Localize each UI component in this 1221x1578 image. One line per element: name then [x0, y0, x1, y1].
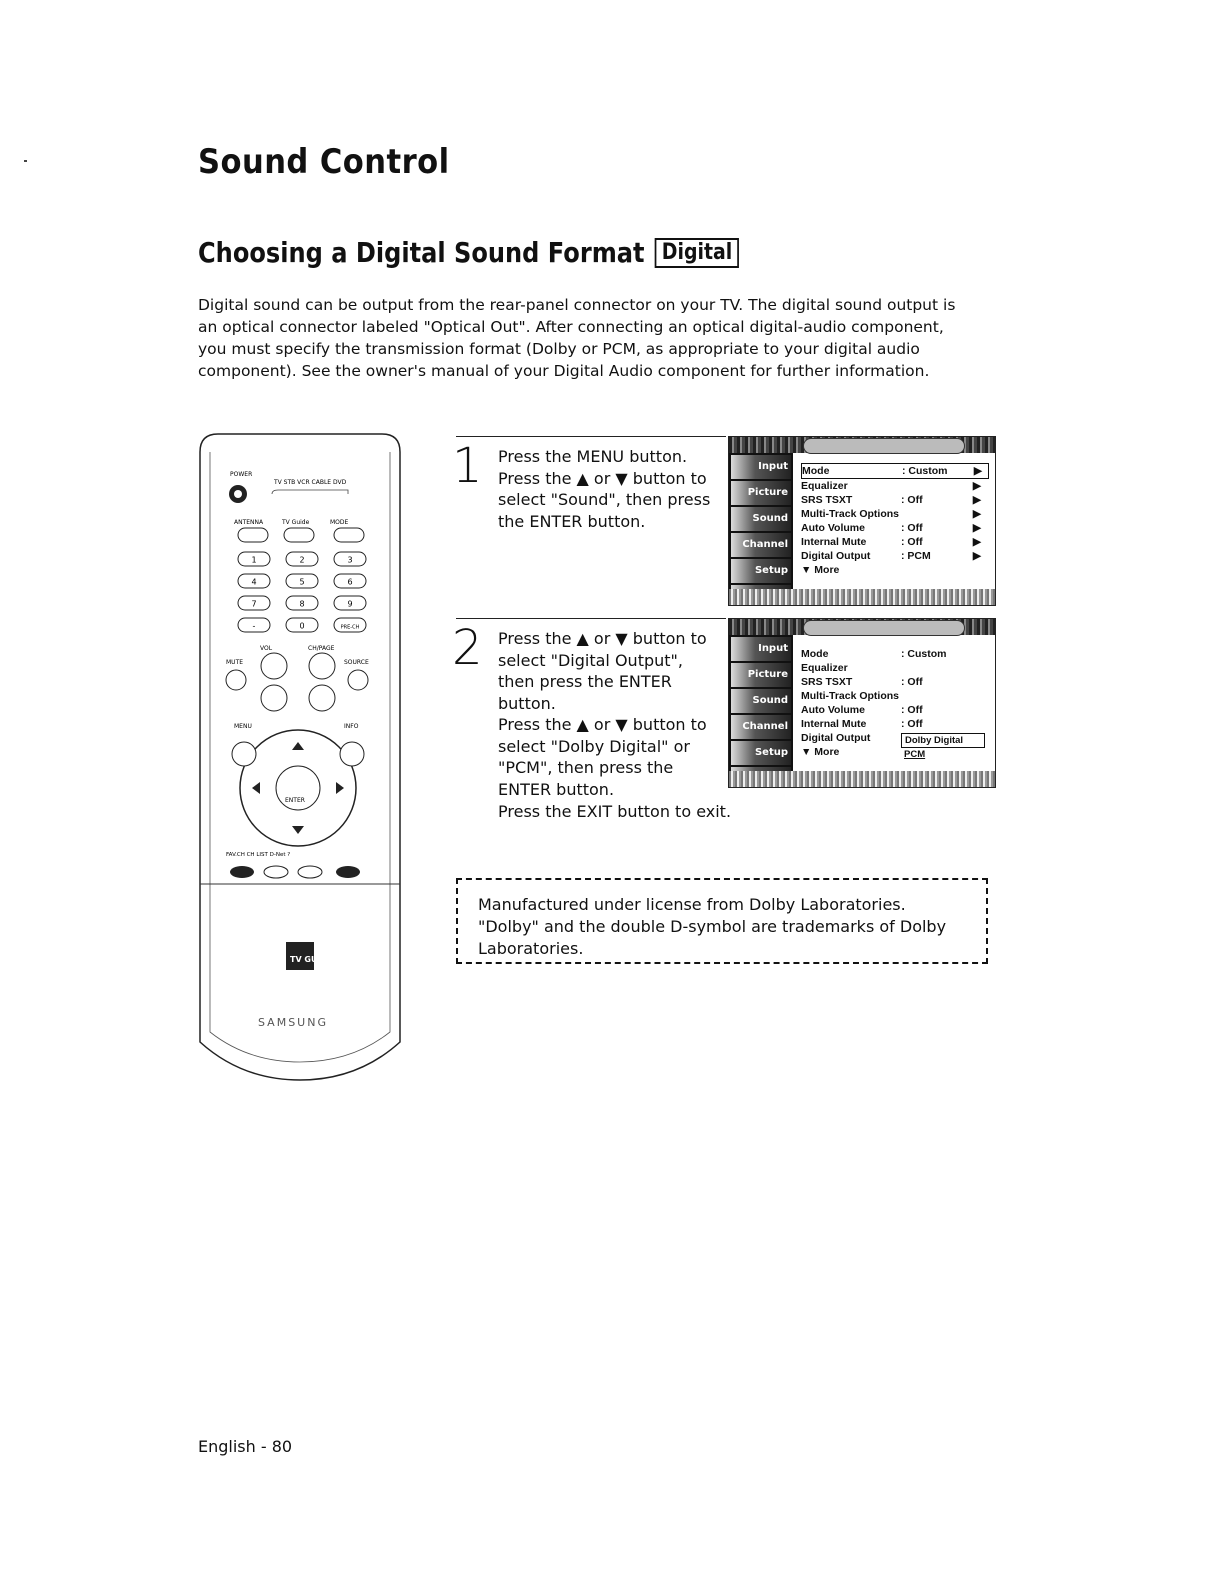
svg-text:MUTE: MUTE: [226, 659, 244, 666]
menu-row-value: [901, 563, 971, 577]
digit-label: 6: [347, 577, 353, 587]
menu-row-value: : Custom: [901, 648, 947, 660]
arrow-right-icon: [971, 675, 981, 689]
menu-row[interactable]: [801, 493, 989, 507]
svg-text:POWER: POWER: [230, 471, 253, 478]
tv-menu-screen-1: [728, 436, 996, 606]
menu-row-label: Auto Volume: [801, 704, 865, 716]
margin-mark: [24, 160, 27, 162]
menu-row-value: [901, 661, 971, 675]
menu-sidebar: [729, 635, 793, 771]
menu-row-label: ▼ More: [801, 746, 840, 758]
menu-row-label: Internal Mute: [801, 536, 867, 548]
menu-row[interactable]: [801, 507, 989, 521]
arrow-right-icon: ▶: [972, 550, 981, 562]
menu-row[interactable]: [801, 535, 989, 549]
step-1-rule: [456, 436, 726, 437]
digit-label: 2: [299, 555, 305, 565]
digit-label: 1: [251, 555, 257, 565]
page-title: Sound Control: [198, 142, 450, 182]
exit-instruction: Press the EXIT button to exit.: [498, 802, 732, 821]
page-footer: English - 80: [198, 1437, 293, 1456]
svg-text:CH/PAGE: CH/PAGE: [308, 645, 335, 652]
menu-row[interactable]: [801, 661, 989, 675]
section-heading-text: Choosing a Digital Sound Format: [198, 236, 645, 269]
menu-row-label: Multi-Track Options: [801, 690, 900, 702]
menu-tab-channel: Channel: [731, 715, 791, 739]
menu-row-value: : Off: [901, 522, 923, 534]
menu-header: [729, 437, 995, 453]
remote-button: [334, 528, 364, 542]
menu-tab-setup: Setup: [731, 559, 791, 583]
menu-row-label: Digital Output: [801, 732, 871, 744]
menu-row-label: SRS TSXT: [801, 676, 853, 688]
menu-row[interactable]: [801, 689, 989, 703]
remote-control-illustration: [198, 432, 402, 1084]
digit-label: 8: [299, 599, 305, 609]
menu-row[interactable]: [801, 647, 989, 661]
svg-text:MODE: MODE: [330, 519, 349, 526]
svg-text:SOURCE: SOURCE: [344, 659, 369, 666]
menu-row-value: : Off: [901, 494, 923, 506]
digit-label: PRE-CH: [340, 624, 360, 631]
remote-button: [284, 528, 314, 542]
menu-tab-channel: Channel: [731, 533, 791, 557]
digital-badge: Digital: [655, 238, 739, 268]
menu-row[interactable]: [801, 549, 989, 563]
arrow-right-icon: ▶: [972, 494, 981, 506]
step-2-text: Press the ▲ or ▼ button to select "Digital Output", then press the ENTER button. Press the ▲ or ▼ button to select "Dolby Digital" or "PCM", then press the ENTER button.: [498, 629, 707, 799]
step-1-text: Press the MENU button. Press the ▲ or ▼ button to select "Sound", then press the ENTER button.: [498, 447, 711, 531]
digital-output-options: [901, 733, 985, 761]
svg-text:MENU: MENU: [234, 723, 252, 730]
svg-text:SAMSUNG: SAMSUNG: [258, 1016, 328, 1029]
digit-label: -: [252, 621, 256, 631]
menu-row[interactable]: [801, 675, 989, 689]
remote-svg: [198, 432, 402, 1084]
menu-row-label: Internal Mute: [801, 718, 867, 730]
arrow-right-icon: ▶: [972, 480, 981, 492]
menu-row-label: Equalizer: [801, 662, 848, 674]
step-1-number: 1: [452, 438, 483, 494]
menu-row-label: Mode: [801, 648, 829, 660]
menu-row-value: [901, 479, 971, 493]
svg-text:ANTENNA: ANTENNA: [234, 519, 264, 526]
svg-text:ENTER: ENTER: [285, 797, 305, 804]
svg-text:TV STB VCR CABLE DVD: TV STB VCR CABLE DVD: [274, 479, 347, 486]
option-pcm[interactable]: PCM: [904, 749, 926, 760]
menu-row-label: Auto Volume: [801, 522, 865, 534]
menu-row-label: Multi-Track Options: [801, 508, 900, 520]
arrow-right-icon: [971, 647, 981, 661]
menu-sidebar: [729, 453, 793, 589]
svg-text:TV GUIDE: TV GUIDE: [290, 955, 333, 964]
digit-label: 9: [347, 599, 353, 609]
menu-row-value: : Off: [901, 718, 923, 730]
menu-tab-input: Input: [731, 455, 791, 479]
menu-row-value: : Off: [901, 704, 923, 716]
arrow-right-icon: [971, 689, 981, 703]
menu-row[interactable]: [801, 703, 989, 717]
arrow-right-icon: [971, 661, 981, 675]
digit-label: 3: [347, 555, 353, 565]
menu-row-value: : Off: [901, 676, 923, 688]
intro-paragraph: Digital sound can be output from the rear-panel connector on your TV. The digital sound output is an optical connector labeled "Optical Out". After connecting an optical digital-audio component, you must specify the transmission format (Dolby or PCM, as appropriate to your digital audio component). See the owner's manual of your Digital Audio component for further information.: [198, 296, 956, 380]
menu-tab-sound: Sound: [731, 689, 791, 713]
menu-footer: [729, 589, 995, 605]
step-2-rule: [456, 618, 726, 619]
arrow-right-icon: ▶: [972, 508, 981, 520]
arrow-right-icon: [971, 717, 981, 731]
menu-row-value: : Off: [901, 536, 923, 548]
menu-footer: [729, 771, 995, 787]
menu-tab-setup: Setup: [731, 741, 791, 765]
menu-header: [729, 619, 995, 635]
menu-tab-sound: Sound: [731, 507, 791, 531]
menu-row[interactable]: [801, 563, 989, 577]
arrow-right-icon: ▶: [973, 465, 982, 477]
arrow-right-icon: ▶: [972, 522, 981, 534]
svg-text:TV Guide: TV Guide: [282, 519, 310, 526]
arrow-right-icon: [971, 703, 981, 717]
menu-row-label: SRS TSXT: [801, 494, 853, 506]
digit-label: 5: [299, 577, 305, 587]
dolby-notice-text: Manufactured under license from Dolby Laboratories. "Dolby" and the double D-symbol are trademarks of Dolby Laboratories.: [478, 895, 947, 958]
menu-row[interactable]: [801, 479, 989, 493]
menu-row-label: ▼ More: [801, 564, 840, 576]
menu-tab-picture: Picture: [731, 663, 791, 687]
menu-tab-picture: Picture: [731, 481, 791, 505]
menu-row-value: : PCM: [901, 550, 931, 562]
section-heading: [198, 236, 739, 269]
menu-row-label: Digital Output: [801, 550, 871, 562]
arrow-right-icon: [971, 563, 981, 577]
tv-menu-screen-2: [728, 618, 996, 788]
menu-row-label: Equalizer: [801, 480, 848, 492]
menu-row-label: Mode: [802, 465, 830, 477]
svg-text:INFO: INFO: [344, 723, 359, 730]
menu-row[interactable]: [801, 717, 989, 731]
dolby-notice-box: [456, 878, 988, 964]
svg-text:VOL: VOL: [260, 645, 273, 652]
digit-label: 4: [251, 577, 257, 587]
menu-row-value: : Custom: [902, 465, 948, 477]
arrow-right-icon: ▶: [972, 536, 981, 548]
menu-row[interactable]: [801, 521, 989, 535]
digit-label: 0: [299, 621, 305, 631]
digit-label: 7: [251, 599, 257, 609]
svg-text:FAV.CH CH LIST D-Net ?: FAV.CH CH LIST D-Net ?: [226, 852, 291, 858]
menu-row-value: [901, 689, 971, 703]
option-dolby-digital[interactable]: Dolby Digital: [901, 733, 985, 748]
menu-row-value: [901, 507, 971, 521]
step-2-number: 2: [452, 620, 483, 676]
menu-tab-input: Input: [731, 637, 791, 661]
menu-rows-1: [801, 463, 989, 577]
remote-button: [238, 528, 268, 542]
menu-row[interactable]: [801, 463, 989, 479]
